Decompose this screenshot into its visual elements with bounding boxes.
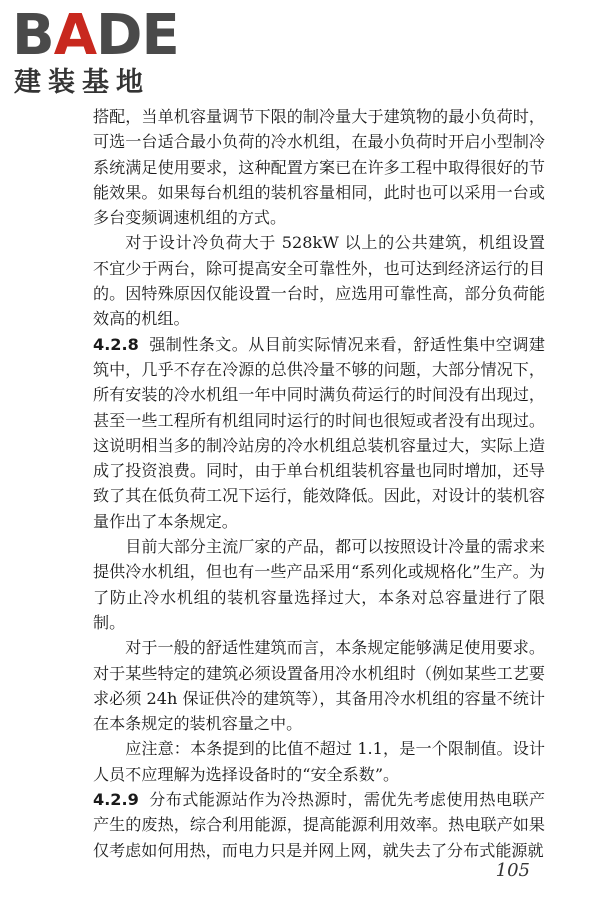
logo-wordmark: BADE xyxy=(12,3,179,68)
paragraph xyxy=(93,736,545,787)
paragraph-text: 对于设计冷负荷大于 528kW 以上的公共建筑，机组设置不宜少于两台，除可提高安全可靠性外，也可达到经济运行的目的。因特殊原因仅能设置一台时，应选用可靠性高，部分负荷能效高的机组。 xyxy=(93,233,545,329)
paragraph-text: 对于一般的舒适性建筑而言，本条规定能够满足使用要求。对于某些特定的建筑必须设置备用冷水机组时（例如某些工艺要求必须 24h 保证供冷的建筑等），其备用冷水机组的容量不统计在本条规定的装机容量之中。 xyxy=(93,638,545,734)
page-number: 105 xyxy=(495,860,530,881)
paragraph-text: 强制性条文。从目前实际情况来看，舒适性集中空调建筑中，几乎不存在冷源的总供冷量不够的问题，大部分情况下，所有安装的冷水机组一年中同时满负荷运行的时间没有出现过，甚至一些工程所有机组同时运行的时间也很短或者没有出现过。这说明相当多的制冷站房的冷水机组总装机容量过大，实际上造成了投资浪费。同时，由于单台机组装机容量也同时增加，还导致了其在低负荷工况下运行，能效降低。因此，对设计的装机容量作出了本条规定。 xyxy=(93,334,545,531)
paragraph xyxy=(93,534,545,635)
paragraph xyxy=(93,104,545,230)
clause-paragraph xyxy=(93,787,545,863)
paragraph xyxy=(93,635,545,736)
paragraph-text: 分布式能源站作为冷热源时，需优先考虑使用热电联产产生的废热，综合利用能源，提高能源利用效率。热电联产如果仅考虑如何用热，而电力只是并网上网，就失去了分布式能源就 xyxy=(93,790,545,860)
bade-logo xyxy=(12,3,182,100)
logo-subtitle: 建装基地 xyxy=(14,67,150,98)
logo-accent-letter: A xyxy=(53,3,97,68)
clause-number: 4.2.8 xyxy=(93,334,139,354)
paragraph-text: 应注意：本条提到的比值不超过 1.1，是一个限制值。设计人员不应理解为选择设备时的“安全系数”。 xyxy=(93,739,545,784)
paragraph xyxy=(93,230,545,331)
page-body xyxy=(93,104,545,863)
paragraph-text: 搭配，当单机容量调节下限的制冷量大于建筑物的最小负荷时，可选一台适合最小负荷的冷水机组，在最小负荷时开启小型制冷系统满足使用要求，这种配置方案已在许多工程中取得很好的节能效果。如果每台机组的装机容量相同，此时也可以采用一台或多台变频调速机组的方式。 xyxy=(93,107,545,228)
paragraph-text: 目前大部分主流厂家的产品，都可以按照设计冷量的需求来提供冷水机组，但也有一些产品采用“系列化或规格化”生产。为了防止冷水机组的装机容量选择过大，本条对总容量进行了限制。 xyxy=(93,537,545,632)
clause-paragraph xyxy=(93,332,545,534)
clause-number: 4.2.9 xyxy=(93,790,139,810)
